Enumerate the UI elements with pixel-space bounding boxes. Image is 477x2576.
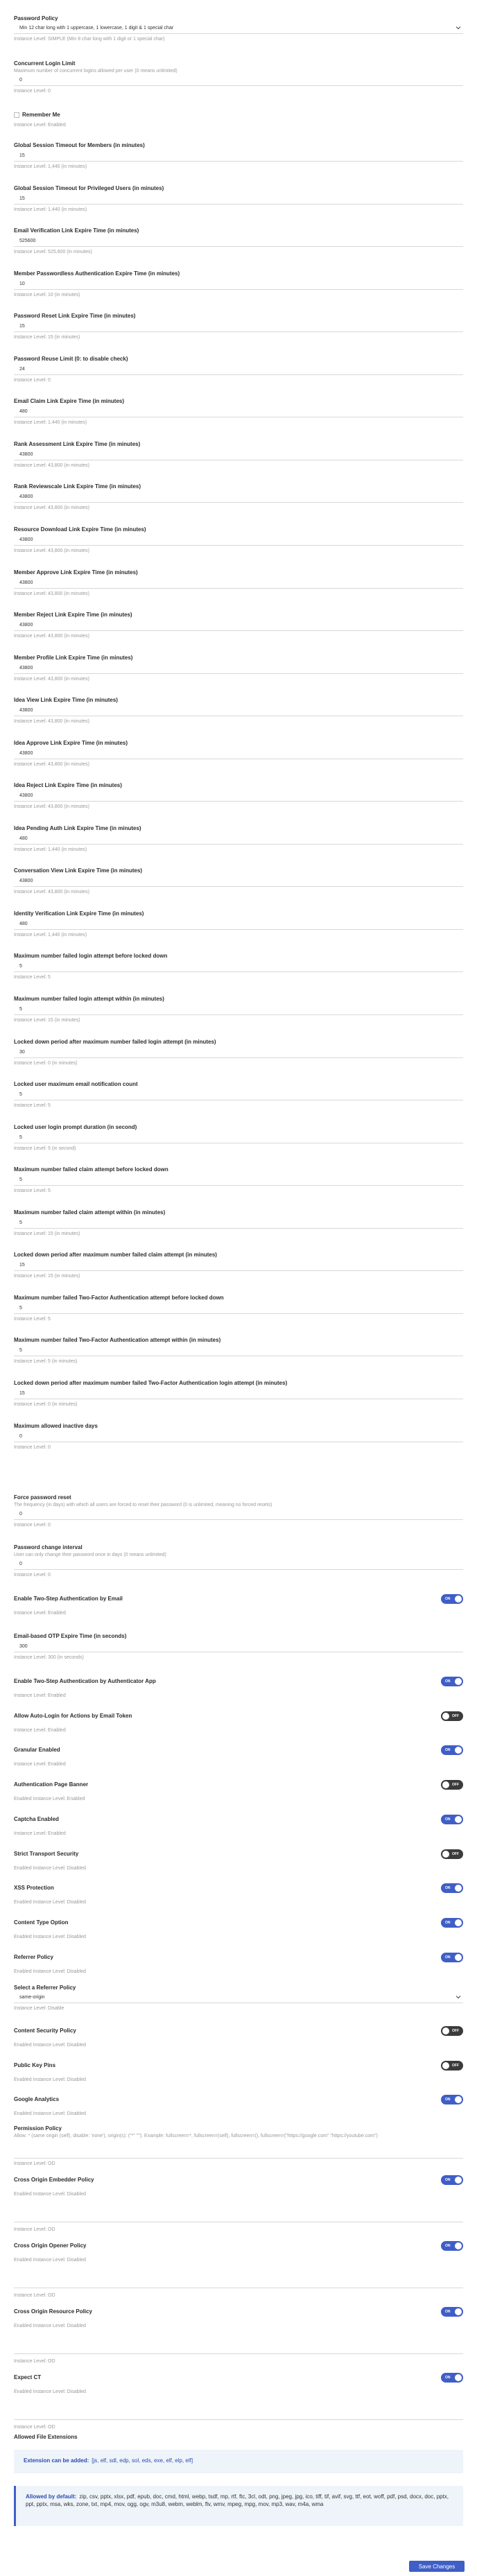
instance-level-text: Instance Level: 43,800 (in minutes) bbox=[14, 548, 89, 553]
instance-level-text: Enabled Instance Level: Disabled bbox=[14, 2043, 86, 2048]
instance-level-text: Instance Level: 5 (in second) bbox=[14, 1146, 76, 1151]
field-label: Idea Pending Auth Link Expire Time (in minutes) bbox=[14, 825, 141, 831]
toggle-state-text: ON bbox=[445, 2178, 451, 2182]
setting-field bbox=[14, 1081, 463, 1109]
field-label: Global Session Timeout for Privileged Users (in minutes) bbox=[14, 185, 164, 191]
setting-field bbox=[14, 142, 463, 170]
setting-field bbox=[14, 185, 463, 213]
field-input[interactable]: 43800 bbox=[14, 790, 463, 802]
field-label: Locked down period after maximum number failed login attempt (in minutes) bbox=[14, 1039, 216, 1045]
toggle-knob bbox=[455, 1919, 462, 1926]
settings-toggle bbox=[14, 2025, 463, 2052]
instance-level-text: Instance Level: 525,600 (in minutes) bbox=[14, 250, 92, 254]
instance-level-text: Enabled Instance Level: Disabled bbox=[14, 2192, 86, 2197]
field-label: Enable Two-Step Authentication by Authenticator App bbox=[14, 1678, 156, 1684]
chevron-down-icon bbox=[455, 1994, 462, 2000]
field-label: XSS Protection bbox=[14, 1885, 54, 1891]
field-label: Rank Assessment Link Expire Time (in minutes) bbox=[14, 441, 141, 447]
toggle-knob bbox=[455, 1816, 462, 1823]
setting-field bbox=[14, 1423, 463, 1451]
toggle-switch[interactable] bbox=[441, 1745, 463, 1755]
toggle-state-text: ON bbox=[445, 2098, 451, 2102]
toggle-switch[interactable] bbox=[441, 2095, 463, 2104]
settings-toggle bbox=[14, 1813, 463, 1841]
password-change-interval bbox=[14, 1544, 463, 1577]
save-changes-button[interactable]: Save Changes bbox=[409, 2561, 465, 2572]
instance-level-text: Instance Level: Disable bbox=[14, 2006, 64, 2011]
chevron-down-icon bbox=[455, 24, 462, 31]
field-input[interactable]: 5 bbox=[14, 1175, 463, 1186]
field-input[interactable]: 480 bbox=[14, 833, 463, 845]
field-input[interactable]: 480 bbox=[14, 406, 463, 417]
instance-level-text: Instance Level: 15 (in minutes) bbox=[14, 1018, 80, 1023]
password-policy-select bbox=[14, 15, 463, 43]
setting-field bbox=[14, 740, 463, 768]
field-input[interactable]: 43800 bbox=[14, 705, 463, 716]
field-label: Select a Referrer Policy bbox=[14, 1985, 76, 1991]
select-field[interactable] bbox=[14, 1992, 463, 2003]
instance-level-text: Instance Level: 0 bbox=[14, 1573, 51, 1577]
settings-toggle bbox=[14, 2093, 463, 2121]
policy-value-field bbox=[14, 2202, 463, 2232]
instance-level-text: Enabled Instance Level: Disabled bbox=[14, 2077, 86, 2082]
toggle-knob bbox=[455, 2177, 462, 2184]
toggle-state-text: ON bbox=[445, 1817, 451, 1822]
field-label: Public Key Pins bbox=[14, 2062, 56, 2068]
setting-field bbox=[14, 867, 463, 895]
field-label: Authentication Page Banner bbox=[14, 1781, 89, 1788]
field-label: Allow Auto-Login for Actions by Email Token bbox=[14, 1713, 132, 1719]
field-input[interactable]: 5 bbox=[14, 1004, 463, 1015]
field-label: Email Verification Link Expire Time (in minutes) bbox=[14, 227, 139, 234]
default-extensions bbox=[14, 2486, 463, 2526]
toggle-switch[interactable] bbox=[441, 1711, 463, 1721]
field-label: Granular Enabled bbox=[14, 1747, 60, 1753]
instance-level-text: Instance Level: 5 bbox=[14, 1188, 51, 1193]
field-input[interactable]: 5 bbox=[14, 1303, 463, 1314]
field-input[interactable]: 5 bbox=[14, 1132, 463, 1143]
toggle-knob bbox=[442, 2028, 449, 2034]
instance-level-text: Instance Level: 0 bbox=[14, 1445, 51, 1450]
toggle-state-text: OFF bbox=[452, 2029, 459, 2033]
field-input[interactable]: 0 bbox=[14, 1431, 463, 1442]
settings-toggle bbox=[14, 2240, 463, 2267]
toggle-state-text: OFF bbox=[452, 1783, 459, 1787]
field-input[interactable]: 300 bbox=[14, 1641, 463, 1652]
instance-level-text: Instance Level: Enabled bbox=[14, 1693, 66, 1698]
extension-note bbox=[14, 2450, 463, 2473]
field-hint: Allow: * (same origin (self), disable: 'none'), origin(s): ("*" ""). Example: fullscreen=*, fullscreen=(self), fullscreen=(), fullscreen=("https://google.com" "https://youtube.com") bbox=[14, 2134, 378, 2138]
instance-level-text: Instance Level: 0 bbox=[14, 378, 51, 383]
field-input[interactable]: 525600 bbox=[14, 236, 463, 247]
instance-level-text: Instance Level: 43,800 (in minutes) bbox=[14, 634, 89, 639]
remember-me-check[interactable] bbox=[14, 112, 19, 118]
instance-level-text: Instance Level: 43,800 (in minutes) bbox=[14, 890, 89, 894]
field-input[interactable]: 15 bbox=[14, 150, 463, 162]
instance-level-text: Enabled Instance Level: Disabled bbox=[14, 2111, 86, 2116]
extension-note-list: [js, elf, sdl, edp, sol, eds, exe, elf, elp, elf] bbox=[92, 2457, 193, 2464]
field-input[interactable]: 43800 bbox=[14, 449, 463, 460]
select-value: same-origin bbox=[19, 1995, 45, 2000]
settings-toggle bbox=[14, 1779, 463, 1806]
toggle-switch[interactable] bbox=[441, 1594, 463, 1604]
field-input[interactable]: 15 bbox=[14, 321, 463, 332]
field-label: Password Reuse Limit (0: to disable check) bbox=[14, 356, 128, 362]
toggle-state-text: OFF bbox=[452, 1852, 459, 1856]
referrer-policy-select bbox=[14, 1985, 463, 2012]
instance-level-text: Instance Level: OD bbox=[14, 2359, 55, 2364]
field-input[interactable]: 43800 bbox=[14, 876, 463, 887]
instance-level-text: Instance Level: 300 (in seconds) bbox=[14, 1655, 84, 1660]
setting-field bbox=[14, 655, 463, 682]
field-hint: Maximum number of concurrent logins allowed per user (0 means unlimited) bbox=[14, 69, 177, 74]
field-input[interactable]: 30 bbox=[14, 1047, 463, 1058]
instance-level-text: Instance Level: 15 (in minutes) bbox=[14, 335, 80, 340]
field-label: Conversation View Link Expire Time (in minutes) bbox=[14, 867, 143, 874]
instance-level-text: Instance Level: 0 (in minutes) bbox=[14, 1402, 78, 1407]
field-hint: User can only change their password once in days (0 means unlimited) bbox=[14, 1553, 166, 1557]
two-step-email-toggle bbox=[14, 1593, 463, 1620]
field-label: Member Approve Link Expire Time (in minutes) bbox=[14, 569, 138, 576]
toggle-knob bbox=[442, 1851, 449, 1858]
field-input[interactable]: 5 bbox=[14, 1345, 463, 1356]
setting-field bbox=[14, 356, 463, 383]
setting-field bbox=[14, 825, 463, 853]
instance-level-text: Instance Level: 5 (in minutes) bbox=[14, 1359, 78, 1364]
concurrent-login-limit bbox=[14, 60, 463, 94]
setting-field bbox=[14, 1124, 463, 1152]
field-hint: The frequency (in days) with which all users are forced to reset their password (0 is unlimited, meaning no forced resets) bbox=[14, 1503, 272, 1507]
field-input[interactable]: 0 bbox=[14, 1559, 463, 1570]
instance-level-text: Instance Level: 1,440 (in minutes) bbox=[14, 164, 87, 169]
field-input[interactable]: 24 bbox=[14, 364, 463, 375]
setting-field bbox=[14, 612, 463, 639]
instance-level-text: Instance Level: 5 bbox=[14, 1317, 51, 1322]
field-input[interactable]: 43800 bbox=[14, 578, 463, 589]
instance-level-text: Instance Level: OD bbox=[14, 2425, 55, 2430]
field-label: Idea Reject Link Expire Time (in minutes) bbox=[14, 782, 122, 788]
instance-level-text: Instance Level: 0 bbox=[14, 89, 51, 94]
setting-field bbox=[14, 1252, 463, 1279]
field-label: Email-based OTP Expire Time (in seconds) bbox=[14, 1633, 127, 1639]
toggle-state-text: OFF bbox=[452, 1714, 459, 1718]
toggle-knob bbox=[455, 2242, 462, 2249]
toggle-knob bbox=[455, 2308, 462, 2315]
field-label: Password Reset Link Expire Time (in minutes) bbox=[14, 313, 136, 319]
instance-level-text: Instance Level: Enabled bbox=[14, 1728, 66, 1733]
settings-toggle bbox=[14, 2059, 463, 2087]
field-input[interactable]: 5 bbox=[14, 1089, 463, 1100]
field-label: Locked down period after maximum number failed Two-Factor Authentication login attempt (in minutes) bbox=[14, 1380, 288, 1386]
settings-toggle bbox=[14, 1951, 463, 1979]
toggle-switch[interactable] bbox=[441, 2061, 463, 2071]
select-value: Min 12 char long with 1 uppercase, 1 lowercase, 1 digit & 1 special char bbox=[19, 26, 174, 31]
field-label: Expect CT bbox=[14, 2374, 42, 2380]
instance-level-text: Instance Level: 5 bbox=[14, 975, 51, 980]
toggle-knob bbox=[442, 1713, 449, 1720]
field-input[interactable]: 15 bbox=[14, 193, 463, 205]
toggle-state-text: ON bbox=[445, 1955, 451, 1960]
field-input[interactable] bbox=[14, 2333, 463, 2354]
field-label: Referrer Policy bbox=[14, 1954, 53, 1960]
toggle-switch[interactable] bbox=[441, 1815, 463, 1824]
toggle-switch[interactable] bbox=[441, 2307, 463, 2317]
setting-field bbox=[14, 1295, 463, 1322]
toggle-switch[interactable] bbox=[441, 2373, 463, 2383]
policy-value-field bbox=[14, 2399, 463, 2430]
field-label: Maximum number failed login attempt before locked down bbox=[14, 953, 168, 959]
field-input[interactable]: 43800 bbox=[14, 663, 463, 674]
toggle-knob bbox=[442, 2062, 449, 2069]
instance-level-text: Enabled Instance Level: Disabled bbox=[14, 2258, 86, 2263]
instance-level-text: Instance Level: 15 (in minutes) bbox=[14, 1231, 80, 1236]
toggle-state-text: ON bbox=[445, 1748, 451, 1752]
field-label: Content Type Option bbox=[14, 1919, 69, 1926]
settings-toggle bbox=[14, 2371, 463, 2399]
setting-field bbox=[14, 996, 463, 1023]
instance-level-text: Instance Level: Enabled bbox=[14, 1611, 66, 1616]
policy-value-field bbox=[14, 2267, 463, 2298]
setting-field bbox=[14, 697, 463, 725]
field-label: Cross Origin Opener Policy bbox=[14, 2242, 87, 2249]
field-label: Maximum allowed inactive days bbox=[14, 1423, 98, 1429]
toggle-state-text: ON bbox=[445, 1597, 451, 1601]
instance-level-text: Instance Level: 5 bbox=[14, 1103, 51, 1108]
permission-policy-field bbox=[14, 2125, 463, 2166]
field-label: Member Passwordless Authentication Expire Time (in minutes) bbox=[14, 270, 180, 277]
instance-level-text: Instance Level: 43,800 (in minutes) bbox=[14, 762, 89, 767]
field-label: Cross Origin Embedder Policy bbox=[14, 2177, 94, 2183]
field-input[interactable] bbox=[14, 2399, 463, 2420]
setting-field bbox=[14, 1380, 463, 1408]
toggle-knob bbox=[455, 1747, 462, 1754]
settings-toggle bbox=[14, 1917, 463, 1944]
toggle-state-text: ON bbox=[445, 1679, 451, 1684]
instance-level-text: Instance Level: 43,800 (in minutes) bbox=[14, 804, 89, 809]
field-input[interactable]: 480 bbox=[14, 919, 463, 930]
setting-field bbox=[14, 1209, 463, 1237]
field-label: Cross Origin Resource Policy bbox=[14, 2308, 92, 2315]
instance-level-text: Instance Level: OD bbox=[14, 2227, 55, 2232]
field-input[interactable]: 0 bbox=[14, 1509, 463, 1520]
field-input[interactable] bbox=[14, 2141, 463, 2159]
toggle-knob bbox=[455, 1954, 462, 1961]
force-password-reset bbox=[14, 1494, 463, 1528]
instance-level-text: Instance Level: 1,440 (in minutes) bbox=[14, 420, 87, 425]
toggle-switch[interactable] bbox=[441, 2026, 463, 2036]
toggle-switch[interactable] bbox=[441, 2175, 463, 2185]
instance-level-text: Instance Level: 1,440 (in minutes) bbox=[14, 207, 87, 212]
instance-level-text: Instance Level: 43,800 (in minutes) bbox=[14, 505, 89, 510]
toggle-switch[interactable] bbox=[441, 1883, 463, 1893]
toggle-knob bbox=[455, 1596, 462, 1602]
instance-level-text: Instance Level: 43,800 (in minutes) bbox=[14, 591, 89, 596]
setting-field bbox=[14, 227, 463, 255]
instance-level-text: Instance Level: 43,800 (in minutes) bbox=[14, 463, 89, 468]
field-input[interactable]: 10 bbox=[14, 279, 463, 290]
settings-toggle bbox=[14, 1710, 463, 1738]
field-label: Locked user maximum email notification count bbox=[14, 1081, 138, 1087]
field-label: Password change interval bbox=[14, 1544, 83, 1550]
field-label: Content Security Policy bbox=[14, 2028, 76, 2034]
instance-level-text: Enabled Instance Level: Disabled bbox=[14, 1935, 86, 1939]
instance-level-text: Instance Level: OD bbox=[14, 2161, 55, 2166]
instance-level-text: Enabled Instance Level: Disabled bbox=[14, 1969, 86, 1974]
default-extensions-list: zip, csv, pptx, xlsx, pdf, epub, doc, cmd, html, webp, tsdf, mp, rtf, ftc, 3cl, odt, png, jpeg, jpg, ico, tiff, tif, avif, svg, ttf, eot, woff, pdf, psd, docx, doc, pptx, ppt, pptx, msa, wks, zone, txt, mp4, mov, ogg, ogv, m3u8, webm, weblm, flv, wmv, mpeg, mpg, mov, mp3, wav, m4a, wma bbox=[26, 2493, 449, 2507]
setting-field bbox=[14, 270, 463, 298]
field-label: Locked user login prompt duration (in second) bbox=[14, 1124, 137, 1130]
settings-toggle bbox=[14, 2174, 463, 2202]
settings-toggle bbox=[14, 1744, 463, 1772]
field-label: Permission Policy bbox=[14, 2125, 62, 2132]
field-label: Member Profile Link Expire Time (in minutes) bbox=[14, 655, 133, 661]
setting-field bbox=[14, 1039, 463, 1066]
setting-field bbox=[14, 953, 463, 980]
select-field[interactable] bbox=[14, 23, 463, 34]
field-input[interactable]: 0 bbox=[14, 75, 463, 86]
field-label: Identity Verification Link Expire Time (in minutes) bbox=[14, 910, 144, 917]
field-label: Rank Reviewscale Link Expire Time (in minutes) bbox=[14, 483, 141, 490]
toggle-state-text: OFF bbox=[452, 2064, 459, 2068]
field-label: Maximum number failed login attempt within (in minutes) bbox=[14, 996, 164, 1002]
field-label: Locked down period after maximum number failed claim attempt (in minutes) bbox=[14, 1252, 217, 1258]
settings-toggle bbox=[14, 1882, 463, 1910]
setting-field bbox=[14, 398, 463, 426]
settings-toggle bbox=[14, 2306, 463, 2333]
extension-note-title: Extension can be added: bbox=[24, 2457, 89, 2464]
toggle-knob bbox=[455, 1678, 462, 1685]
toggle-state-text: ON bbox=[445, 2310, 451, 2314]
toggle-state-text: ON bbox=[445, 1886, 451, 1890]
field-label: Force password reset bbox=[14, 1494, 71, 1501]
toggle-knob bbox=[442, 1781, 449, 1788]
toggle-switch[interactable] bbox=[441, 2241, 463, 2251]
setting-field bbox=[14, 441, 463, 469]
toggle-state-text: ON bbox=[445, 2376, 451, 2380]
remember-me-checkbox bbox=[14, 112, 463, 140]
field-input[interactable]: 43800 bbox=[14, 620, 463, 631]
settings-toggle bbox=[14, 1675, 463, 1703]
field-label: Maximum number failed claim attempt before locked down bbox=[14, 1166, 168, 1173]
setting-field bbox=[14, 569, 463, 597]
field-label: Maximum number failed claim attempt within (in minutes) bbox=[14, 1209, 166, 1216]
instance-level-text: Instance Level: 0 (in minutes) bbox=[14, 1061, 78, 1066]
field-label: Password Policy bbox=[14, 15, 58, 21]
instance-level-text: Instance Level: 10 (in minutes) bbox=[14, 293, 80, 297]
instance-level-text: Instance Level: 0 bbox=[14, 1523, 51, 1528]
instance-level-text: Enabled Instance Level: Enabled bbox=[14, 1797, 85, 1801]
field-label: Idea View Link Expire Time (in minutes) bbox=[14, 697, 118, 703]
field-label: Concurrent Login Limit bbox=[14, 60, 76, 67]
toggle-knob bbox=[455, 2096, 462, 2103]
setting-field bbox=[14, 526, 463, 554]
instance-level-text: Instance Level: OD bbox=[14, 2293, 55, 2298]
instance-level-text: Instance Level: 1,440 (in minutes) bbox=[14, 933, 87, 937]
setting-field bbox=[14, 1337, 463, 1365]
setting-field bbox=[14, 910, 463, 938]
field-label: Captcha Enabled bbox=[14, 1816, 59, 1822]
instance-level-text: Instance Level: 43,800 (in minutes) bbox=[14, 719, 89, 724]
instance-level-text: Instance Level: SIMPLE (Min 8 char long with 1 digit or 1 special char) bbox=[14, 37, 165, 42]
instance-level-text: Enabled Instance Level: Disabled bbox=[14, 2324, 86, 2328]
instance-level-text: Instance Level: 43,800 (in minutes) bbox=[14, 677, 89, 682]
field-label: Member Reject Link Expire Time (in minutes) bbox=[14, 612, 132, 618]
toggle-switch[interactable] bbox=[441, 1953, 463, 1962]
field-input[interactable]: 5 bbox=[14, 1218, 463, 1229]
field-label: Email Claim Link Expire Time (in minutes) bbox=[14, 398, 125, 404]
instance-level-text: Instance Level: 15 (in minutes) bbox=[14, 1274, 80, 1279]
instance-level-text: Instance Level: Enabled bbox=[14, 1762, 66, 1767]
field-label: Maximum number failed Two-Factor Authentication attempt within (in minutes) bbox=[14, 1337, 221, 1343]
toggle-switch[interactable] bbox=[441, 1849, 463, 1859]
instance-level-text: Enabled Instance Level: Disabled bbox=[14, 1866, 86, 1871]
field-label: Google Analytics bbox=[14, 2096, 60, 2102]
toggle-knob bbox=[455, 1885, 462, 1892]
toggle-knob bbox=[455, 2374, 462, 2381]
field-label: Resource Download Link Expire Time (in minutes) bbox=[14, 526, 146, 533]
toggle-switch[interactable] bbox=[441, 1780, 463, 1790]
field-input[interactable]: 15 bbox=[14, 1260, 463, 1271]
setting-field bbox=[14, 782, 463, 810]
instance-level-text: Instance Level: Enabled bbox=[14, 1831, 66, 1836]
policy-value-field bbox=[14, 2333, 463, 2364]
setting-field bbox=[14, 1166, 463, 1194]
toggle-switch[interactable] bbox=[441, 1918, 463, 1928]
toggle-switch[interactable] bbox=[441, 1677, 463, 1686]
field-input[interactable]: 43800 bbox=[14, 748, 463, 759]
field-input[interactable]: 15 bbox=[14, 1388, 463, 1399]
field-label: Remember Me bbox=[22, 112, 60, 118]
toggle-state-text: ON bbox=[445, 1921, 451, 1925]
field-input[interactable] bbox=[14, 2202, 463, 2222]
setting-field bbox=[14, 483, 463, 511]
field-label: Strict Transport Security bbox=[14, 1851, 79, 1857]
field-input[interactable] bbox=[14, 2267, 463, 2288]
field-input[interactable]: 43800 bbox=[14, 492, 463, 503]
field-input[interactable]: 5 bbox=[14, 961, 463, 972]
instance-level-text: Instance Level: 1,440 (in minutes) bbox=[14, 847, 87, 852]
toggle-state-text: ON bbox=[445, 2244, 451, 2248]
field-label: Global Session Timeout for Members (in minutes) bbox=[14, 142, 145, 148]
settings-toggle bbox=[14, 1848, 463, 1876]
setting-field bbox=[14, 313, 463, 340]
otp-expire-field bbox=[14, 1633, 463, 1661]
instance-level-text: Enabled Instance Level: Disabled bbox=[14, 1900, 86, 1905]
default-extensions-title: Allowed by default: bbox=[26, 2493, 77, 2500]
field-label: Idea Approve Link Expire Time (in minutes) bbox=[14, 740, 128, 746]
field-label: Maximum number failed Two-Factor Authentication attempt before locked down bbox=[14, 1295, 224, 1301]
field-label: Allowed File Extensions bbox=[14, 2434, 78, 2440]
field-input[interactable]: 43800 bbox=[14, 535, 463, 546]
instance-level-text: Enabled Instance Level: Disabled bbox=[14, 2389, 86, 2394]
field-label: Enable Two-Step Authentication by Email bbox=[14, 1596, 123, 1602]
instance-level-text: Instance Level: Enabled bbox=[14, 123, 66, 128]
